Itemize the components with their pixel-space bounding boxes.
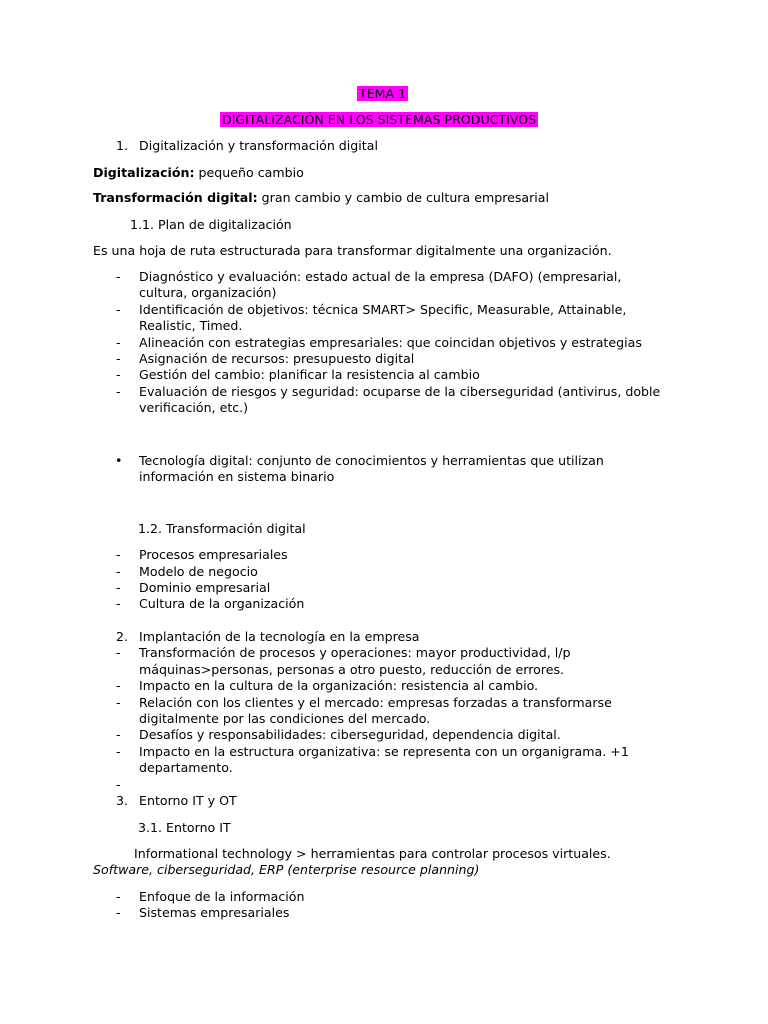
list-item: Gestión del cambio: planificar la resistencia al cambio: [139, 367, 480, 382]
dash-marker: -: [116, 351, 121, 366]
section-heading: Implantación de la tecnología en la empresa: [139, 629, 420, 644]
list-item-continued: digitalmente por las condiciones del mercado.: [139, 711, 431, 726]
subsection-heading: 1.2. Transformación digital: [138, 521, 306, 536]
list-item-continued: máquinas>personas, personas a otro puesto, reducción de errores.: [139, 662, 565, 677]
dash-marker: -: [116, 678, 121, 693]
dash-marker: -: [116, 335, 121, 350]
list-item: Impacto en la estructura organizativa: se representa con un organigrama. +1: [139, 744, 629, 759]
list-item-continued: verificación, etc.): [139, 400, 249, 415]
list-item: Desafíos y responsabilidades: ciberseguridad, dependencia digital.: [139, 727, 561, 742]
dash-marker: -: [116, 596, 121, 611]
list-item: Enfoque de la información: [139, 889, 305, 904]
dash-marker: -: [116, 384, 121, 399]
list-item-continued: Realistic, Timed.: [139, 318, 243, 333]
dash-marker: -: [116, 695, 121, 710]
dash-marker: -: [116, 269, 121, 284]
list-item-continued: cultura, organización): [139, 285, 277, 300]
dash-marker: -: [116, 547, 121, 562]
section-number: 1.: [116, 138, 129, 153]
paragraph: Es una hoja de ruta estructurada para transformar digitalmente una organización.: [93, 243, 612, 258]
section-heading: Entorno IT y OT: [139, 793, 237, 808]
list-item: Transformación de procesos y operaciones: mayor productividad, l/p: [139, 645, 571, 660]
list-item: Procesos empresariales: [139, 547, 288, 562]
dash-marker: -: [116, 367, 121, 382]
section-number: 2.: [116, 629, 129, 644]
subsection-heading: 1.1. Plan de digitalización: [130, 217, 292, 232]
dash-marker: -: [116, 727, 121, 742]
section-heading: Digitalización y transformación digital: [139, 138, 378, 153]
dash-marker: -: [116, 302, 121, 317]
paragraph: Informational technology > herramientas para controlar procesos virtuales.: [134, 846, 611, 861]
dash-marker: -: [116, 564, 121, 579]
dash-marker: -: [116, 777, 121, 792]
dash-marker: -: [116, 744, 121, 759]
list-item: Identificación de objetivos: técnica SMART> Specific, Measurable, Attainable,: [139, 302, 627, 317]
bullet-marker: •: [115, 453, 123, 468]
dash-marker: -: [116, 905, 121, 920]
list-item: Dominio empresarial: [139, 580, 271, 595]
dash-marker: -: [116, 889, 121, 904]
paragraph-italic: Software, ciberseguridad, ERP (enterprise resource planning): [93, 862, 480, 877]
list-item: Evaluación de riesgos y seguridad: ocuparse de la ciberseguridad (antivirus, doble: [139, 384, 661, 399]
definition-digitalizacion: Digitalización: pequeño cambio: [93, 165, 304, 180]
tema-label: TEMA 1: [359, 86, 407, 101]
list-item: Sistemas empresariales: [139, 905, 290, 920]
list-item: Asignación de recursos: presupuesto digital: [139, 351, 415, 366]
list-item: Cultura de la organización: [139, 596, 305, 611]
bullet-item-continued: información en sistema binario: [139, 469, 335, 484]
dash-marker: -: [116, 645, 121, 660]
document-title: DIGITALIZACIÓN EN LOS SISTEMAS PRODUCTIVOS: [222, 112, 537, 127]
subsection-heading: 3.1. Entorno IT: [138, 820, 231, 835]
bullet-item: Tecnología digital: conjunto de conocimientos y herramientas que utilizan: [139, 453, 604, 468]
dash-marker: -: [116, 580, 121, 595]
list-item: Relación con los clientes y el mercado: empresas forzadas a transformarse: [139, 695, 612, 710]
list-item-continued: departamento.: [139, 760, 233, 775]
list-item: Impacto en la cultura de la organización: resistencia al cambio.: [139, 678, 539, 693]
list-item: Modelo de negocio: [139, 564, 258, 579]
list-item: Diagnóstico y evaluación: estado actual de la empresa (DAFO) (empresarial,: [139, 269, 622, 284]
definition-transformacion: Transformación digital: gran cambio y cambio de cultura empresarial: [93, 190, 550, 205]
list-item: Alineación con estrategias empresariales: que coincidan objetivos y estrategias: [139, 335, 642, 350]
section-number: 3.: [116, 793, 129, 808]
